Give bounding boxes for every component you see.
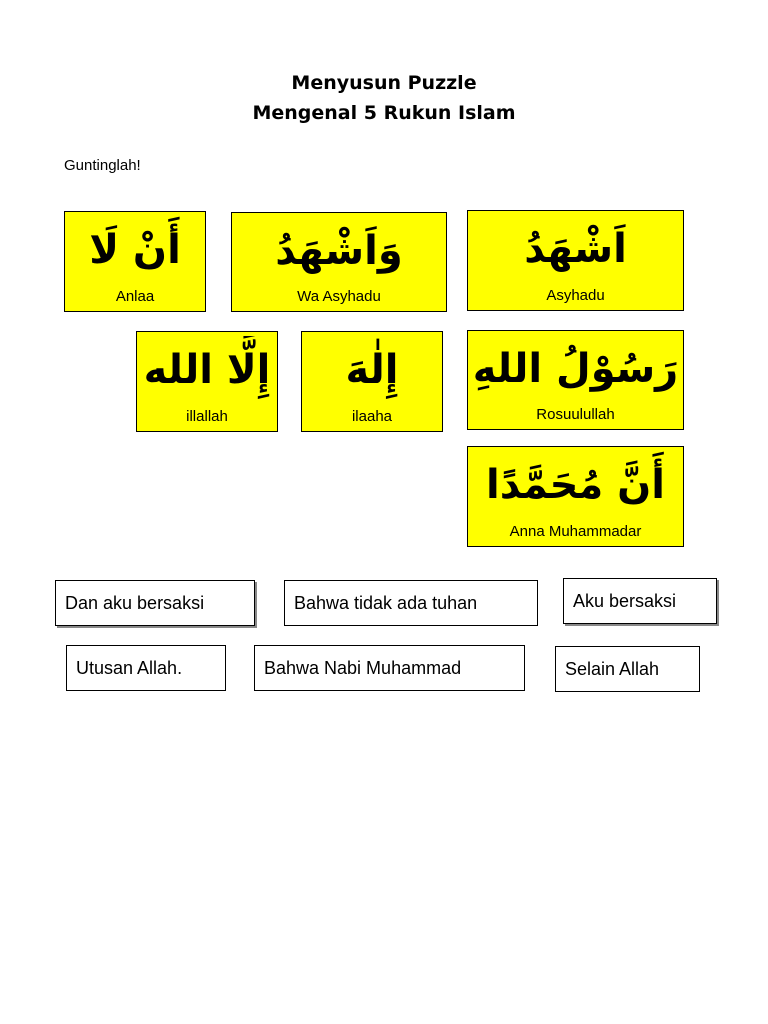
puzzle-card-illallah[interactable]	[136, 331, 278, 432]
meaning-text: Bahwa tidak ada tuhan	[294, 592, 478, 613]
latin-label: Anna Muhammadar	[509, 523, 642, 540]
puzzle-card-ilaaha[interactable]	[301, 331, 443, 432]
meaning-text: Bahwa Nabi Muhammad	[264, 657, 462, 678]
latin-label: ilaaha	[351, 408, 393, 425]
latin-label: Rosuulullah	[536, 406, 615, 423]
instruction-text: Guntinglah!	[64, 157, 141, 174]
latin-label: Anlaa	[115, 288, 155, 305]
meaning-box[interactable]	[254, 645, 525, 691]
latin-label: Wa Asyhadu	[297, 288, 381, 305]
meaning-box[interactable]	[555, 646, 700, 692]
puzzle-card-rosuulullah[interactable]	[467, 330, 684, 430]
puzzle-card-asyhadu[interactable]	[467, 210, 684, 311]
puzzle-card-anna-muhammadar[interactable]	[467, 446, 684, 547]
meaning-text: Selain Allah	[565, 658, 660, 679]
page-title: Menyusun Puzzle	[291, 72, 477, 94]
page-subtitle: Mengenal 5 Rukun Islam	[252, 102, 516, 124]
latin-label: illallah	[186, 408, 228, 425]
meaning-text: Aku bersaksi	[573, 590, 677, 611]
meaning-box[interactable]	[55, 580, 255, 626]
arabic-text: إِلٰهَ	[345, 347, 399, 393]
meaning-box[interactable]	[563, 578, 717, 624]
arabic-text: أَنْ لَا	[89, 227, 181, 273]
meaning-box[interactable]	[284, 580, 538, 626]
arabic-text: أَنَّ مُحَمَّدًا	[485, 462, 665, 508]
arabic-text: رَسُوْلُ اللهِ	[472, 346, 679, 392]
meaning-text: Utusan Allah.	[76, 657, 183, 678]
puzzle-card-anlaa[interactable]	[64, 211, 206, 312]
arabic-text: إِلَّا الله	[143, 347, 271, 393]
arabic-text: وَاَشْهَدُ	[275, 228, 403, 274]
meaning-box[interactable]	[66, 645, 226, 691]
latin-label: Asyhadu	[546, 287, 605, 304]
meaning-text: Dan aku bersaksi	[65, 592, 205, 613]
puzzle-card-wa-asyhadu[interactable]	[231, 212, 447, 312]
arabic-text: اَشْهَدُ	[524, 226, 627, 272]
